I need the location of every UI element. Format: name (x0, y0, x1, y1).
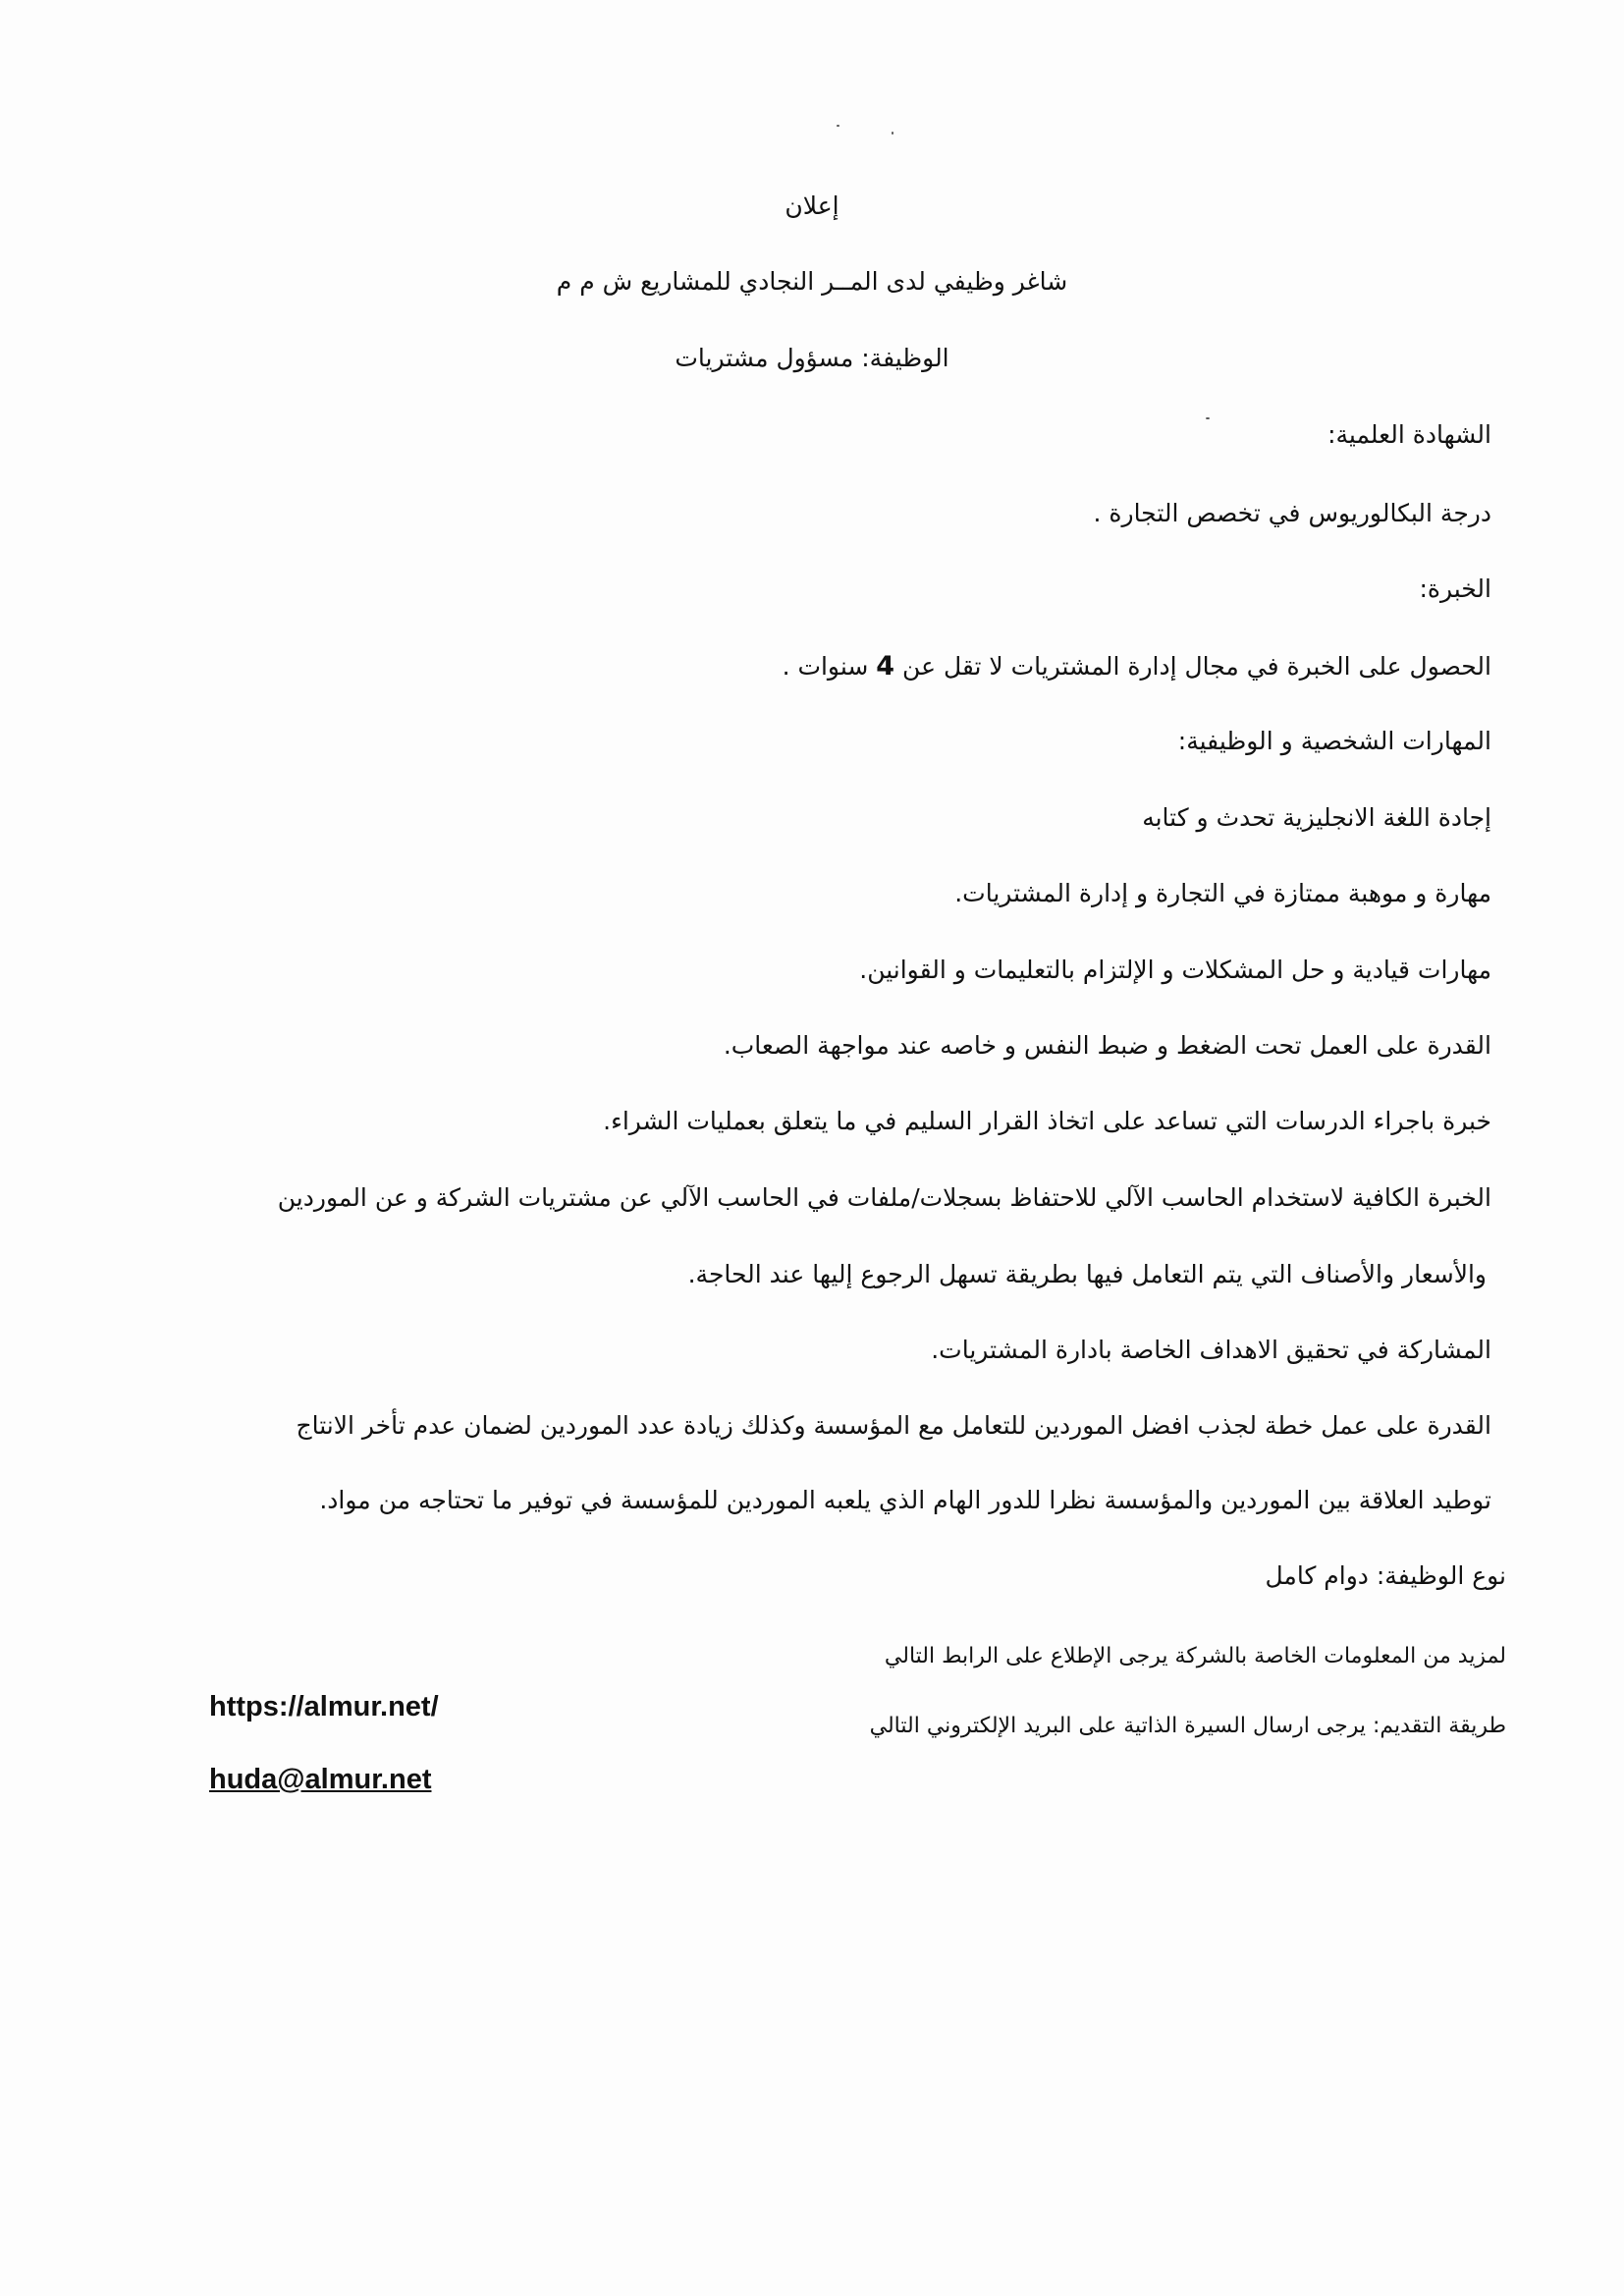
skill-item: القدرة على عمل خطة لجذب افضل الموردين للتعامل مع المؤسسة وكذلك زيادة عدد الموردين لضمان عدم تأخر الانتاج (296, 1411, 1491, 1440)
experience-years: 4 (876, 651, 895, 682)
scan-speck (892, 132, 893, 135)
scan-speck (1206, 417, 1210, 419)
skills-heading: المهارات الشخصية و الوظيفية: (1177, 727, 1491, 755)
skill-item: الخبرة الكافية لاستخدام الحاسب الآلي للاحتفاظ بسجلات/ملفات في الحاسب الآلي عن مشتريات الشركة و عن الموردين (277, 1183, 1491, 1212)
announcement-heading: إعلان (785, 191, 839, 220)
scan-speck (837, 125, 839, 127)
experience-text (783, 651, 1491, 683)
vacancy-subheading: شاغر وظيفي لدى المــر النجادي للمشاريع ش م م (556, 267, 1068, 296)
apply-method-text: طريقة التقديم: يرجى ارسال السيرة الذاتية على البريد الإلكتروني التالي (869, 1714, 1506, 1738)
skill-item-continued: والأسعار والأصناف التي يتم التعامل فيها بطريقة تسهل الرجوع إليها عند الحاجة. (687, 1260, 1487, 1288)
more-info-text: لمزيد من المعلومات الخاصة بالشركة يرجى الإطلاع على الرابط التالي (884, 1644, 1506, 1668)
job-title: الوظيفة: مسؤول مشتريات (675, 344, 949, 372)
skill-item: إجادة اللغة الانجليزية تحدث و كتابه (1142, 803, 1491, 832)
website-link[interactable]: https://almur.net/ (209, 1691, 439, 1722)
experience-prefix: الحصول على الخبرة في مجال إدارة المشتريات لا تقل عن (902, 652, 1491, 681)
skill-item: المشاركة في تحقيق الاهداف الخاصة بادارة المشتريات. (931, 1336, 1491, 1364)
skill-item: مهارة و موهبة ممتازة في التجارة و إدارة المشتريات. (954, 879, 1491, 907)
skill-item: القدرة على العمل تحت الضغط و ضبط النفس و خاصه عند مواجهة الصعاب. (723, 1031, 1491, 1060)
skill-item: مهارات قيادية و حل المشكلات و الإلتزام بالتعليمات و القوانين. (859, 956, 1491, 984)
email-link[interactable]: huda@almur.net (209, 1764, 432, 1795)
job-type: نوع الوظيفة: دوام كامل (1265, 1561, 1506, 1590)
skill-item: توطيد العلاقة بين الموردين والمؤسسة نظرا للدور الهام الذي يلعبه الموردين للمؤسسة في توفير ما تحتاجه من مواد. (319, 1486, 1491, 1514)
experience-heading: الخبرة: (1419, 574, 1491, 603)
skill-item: خبرة باجراء الدرسات التي تساعد على اتخاذ القرار السليم في ما يتعلق بعمليات الشراء. (603, 1107, 1491, 1135)
experience-suffix: سنوات . (782, 652, 869, 681)
qualification-text: درجة البكالوريوس في تخصص التجارة . (1093, 499, 1491, 527)
qualification-heading: الشهادة العلمية: (1327, 420, 1491, 449)
